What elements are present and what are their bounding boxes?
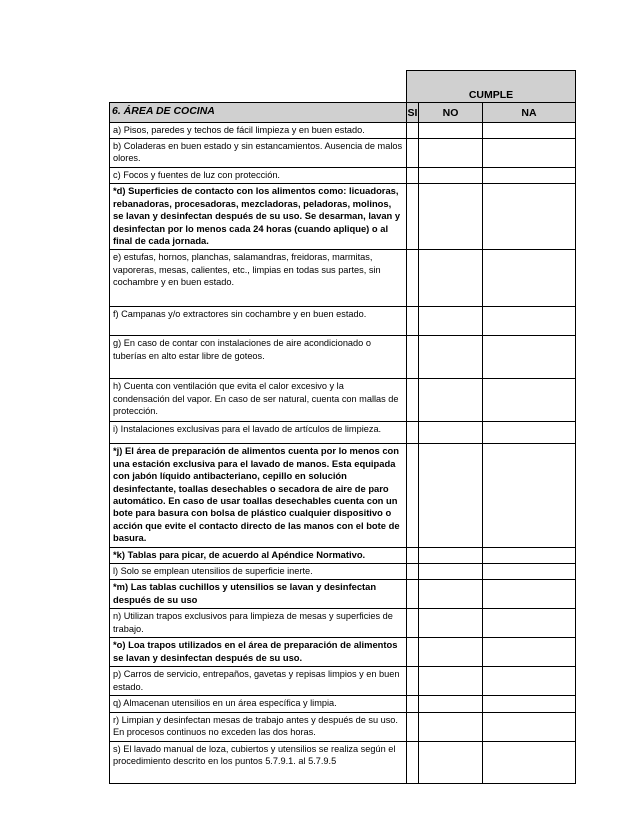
answer-cell-no[interactable] [419, 422, 483, 444]
cocina-checklist-table [109, 70, 576, 784]
answer-cell-na[interactable] [483, 184, 576, 250]
answer-cell-si[interactable] [407, 422, 419, 444]
cumple-header: CUMPLE [407, 71, 576, 103]
checklist-item-text: *m) Las tablas cuchillos y utensilios se lavan y desinfectan después de su uso [110, 580, 407, 609]
answer-cell-no[interactable] [419, 379, 483, 422]
table-row [110, 547, 576, 563]
checklist-item-text: r) Limpian y desinfectan mesas de trabajo antes y después de su uso. En procesos continuos no exceden las dos horas. [110, 712, 407, 741]
answer-cell-si[interactable] [407, 741, 419, 783]
checklist-item-text: p) Carros de servicio, entrepaños, gavetas y repisas limpios y en buen estado. [110, 667, 407, 696]
answer-cell-no[interactable] [419, 564, 483, 580]
table-row [110, 139, 576, 168]
answer-cell-no[interactable] [419, 307, 483, 336]
answer-cell-si[interactable] [407, 139, 419, 168]
answer-cell-no[interactable] [419, 336, 483, 379]
answer-cell-na[interactable] [483, 696, 576, 712]
answer-cell-no[interactable] [419, 444, 483, 547]
answer-cell-na[interactable] [483, 609, 576, 638]
answer-cell-no[interactable] [419, 667, 483, 696]
checklist-item-text: c) Focos y fuentes de luz con protección. [110, 168, 407, 184]
section-title: 6. ÁREA DE COCINA [110, 103, 407, 123]
answer-cell-si[interactable] [407, 336, 419, 379]
table-row [110, 336, 576, 379]
answer-cell-no[interactable] [419, 696, 483, 712]
table-row [110, 638, 576, 667]
column-header-na: NA [483, 103, 576, 123]
table-row [110, 564, 576, 580]
checklist-item-text: *o) Loa trapos utilizados en el área de preparación de alimentos se lavan y desinfectan después de su uso. [110, 638, 407, 667]
answer-cell-na[interactable] [483, 712, 576, 741]
cumple-header-row [110, 71, 576, 103]
answer-cell-na[interactable] [483, 168, 576, 184]
answer-cell-si[interactable] [407, 168, 419, 184]
table-row [110, 609, 576, 638]
answer-cell-na[interactable] [483, 564, 576, 580]
answer-cell-si[interactable] [407, 547, 419, 563]
checklist-item-text: *j) El área de preparación de alimentos cuenta por lo menos con una estación exclusiva para el lavado de manos. Esta equipada con jabón líquido antibacteriano, cepillo en solución desinfectante, toallas desechables o secadora de aire de paro automático. En caso de usar toallas desechables cuenta con un bote para basura con bolsa de plástico cualquier dispositivo o acción que evite el contacto directo de las manos con el bote de basura. [110, 444, 407, 547]
column-header-si: SI [407, 103, 419, 123]
answer-cell-na[interactable] [483, 139, 576, 168]
answer-cell-si[interactable] [407, 667, 419, 696]
answer-cell-si[interactable] [407, 444, 419, 547]
answer-cell-no[interactable] [419, 184, 483, 250]
table-row [110, 168, 576, 184]
table-row [110, 250, 576, 307]
answer-cell-no[interactable] [419, 250, 483, 307]
table-row [110, 444, 576, 547]
section-header-row [110, 103, 576, 123]
answer-cell-na[interactable] [483, 580, 576, 609]
answer-cell-na[interactable] [483, 422, 576, 444]
answer-cell-si[interactable] [407, 696, 419, 712]
table-row [110, 184, 576, 250]
answer-cell-si[interactable] [407, 580, 419, 609]
answer-cell-na[interactable] [483, 638, 576, 667]
answer-cell-no[interactable] [419, 168, 483, 184]
checklist-item-text: e) estufas, hornos, planchas, salamandras, freidoras, marmitas, vaporeras, mesas, calientes, etc., limpias en todas sus partes, sin cochambre y en buen estado. [110, 250, 407, 307]
answer-cell-no[interactable] [419, 123, 483, 139]
answer-cell-na[interactable] [483, 444, 576, 547]
answer-cell-no[interactable] [419, 638, 483, 667]
table-row [110, 379, 576, 422]
answer-cell-si[interactable] [407, 712, 419, 741]
table-row [110, 696, 576, 712]
answer-cell-na[interactable] [483, 547, 576, 563]
table-row [110, 712, 576, 741]
checklist-item-text: a) Pisos, paredes y techos de fácil limpieza y en buen estado. [110, 123, 407, 139]
answer-cell-si[interactable] [407, 564, 419, 580]
table-row [110, 741, 576, 783]
checklist-item-text: *k) Tablas para picar, de acuerdo al Apéndice Normativo. [110, 547, 407, 563]
checklist-item-text: *d) Superficies de contacto con los alimentos como: licuadoras, rebanadoras, procesadoras, mezcladoras, peladoras, molinos, se lavan y desinfectan después de su uso. Se desarman, lavan y desinfectan por lo menos cada 24 horas (cuando aplique) o al final de cada jornada. [110, 184, 407, 250]
checklist-item-text: h) Cuenta con ventilación que evita el calor excesivo y la condensación del vapor. En caso de ser natural, cuenta con mallas de protección. [110, 379, 407, 422]
table-row [110, 123, 576, 139]
checklist-body [110, 71, 576, 784]
answer-cell-no[interactable] [419, 741, 483, 783]
checklist-item-text: l) Solo se emplean utensilios de superficie inerte. [110, 564, 407, 580]
checklist-item-text: g) En caso de contar con instalaciones de aire acondicionado o tuberías en alto estar libre de goteos. [110, 336, 407, 379]
table-row [110, 667, 576, 696]
answer-cell-no[interactable] [419, 139, 483, 168]
answer-cell-na[interactable] [483, 379, 576, 422]
checklist-item-text: s) El lavado manual de loza, cubiertos y utensilios se realiza según el procedimiento descrito en los puntos 5.7.9.1. al 5.7.9.5 [110, 741, 407, 783]
answer-cell-no[interactable] [419, 580, 483, 609]
answer-cell-si[interactable] [407, 250, 419, 307]
answer-cell-si[interactable] [407, 609, 419, 638]
answer-cell-no[interactable] [419, 609, 483, 638]
answer-cell-si[interactable] [407, 184, 419, 250]
answer-cell-na[interactable] [483, 123, 576, 139]
checklist-item-text: f) Campanas y/o extractores sin cochambre y en buen estado. [110, 307, 407, 336]
answer-cell-no[interactable] [419, 547, 483, 563]
checklist-item-text: i) Instalaciones exclusivas para el lavado de artículos de limpieza. [110, 422, 407, 444]
answer-cell-na[interactable] [483, 741, 576, 783]
answer-cell-si[interactable] [407, 307, 419, 336]
answer-cell-si[interactable] [407, 123, 419, 139]
column-header-no: NO [419, 103, 483, 123]
answer-cell-si[interactable] [407, 379, 419, 422]
answer-cell-na[interactable] [483, 307, 576, 336]
answer-cell-na[interactable] [483, 667, 576, 696]
answer-cell-na[interactable] [483, 250, 576, 307]
checklist-item-text: n) Utilizan trapos exclusivos para limpieza de mesas y superficies de trabajo. [110, 609, 407, 638]
answer-cell-na[interactable] [483, 336, 576, 379]
checklist-item-text: q) Almacenan utensilios en un área específica y limpia. [110, 696, 407, 712]
table-row [110, 580, 576, 609]
answer-cell-no[interactable] [419, 712, 483, 741]
table-row [110, 422, 576, 444]
checklist-item-text: b) Coladeras en buen estado y sin estancamientos. Ausencia de malos olores. [110, 139, 407, 168]
answer-cell-si[interactable] [407, 638, 419, 667]
table-row [110, 307, 576, 336]
cumple-spacer [110, 71, 407, 103]
